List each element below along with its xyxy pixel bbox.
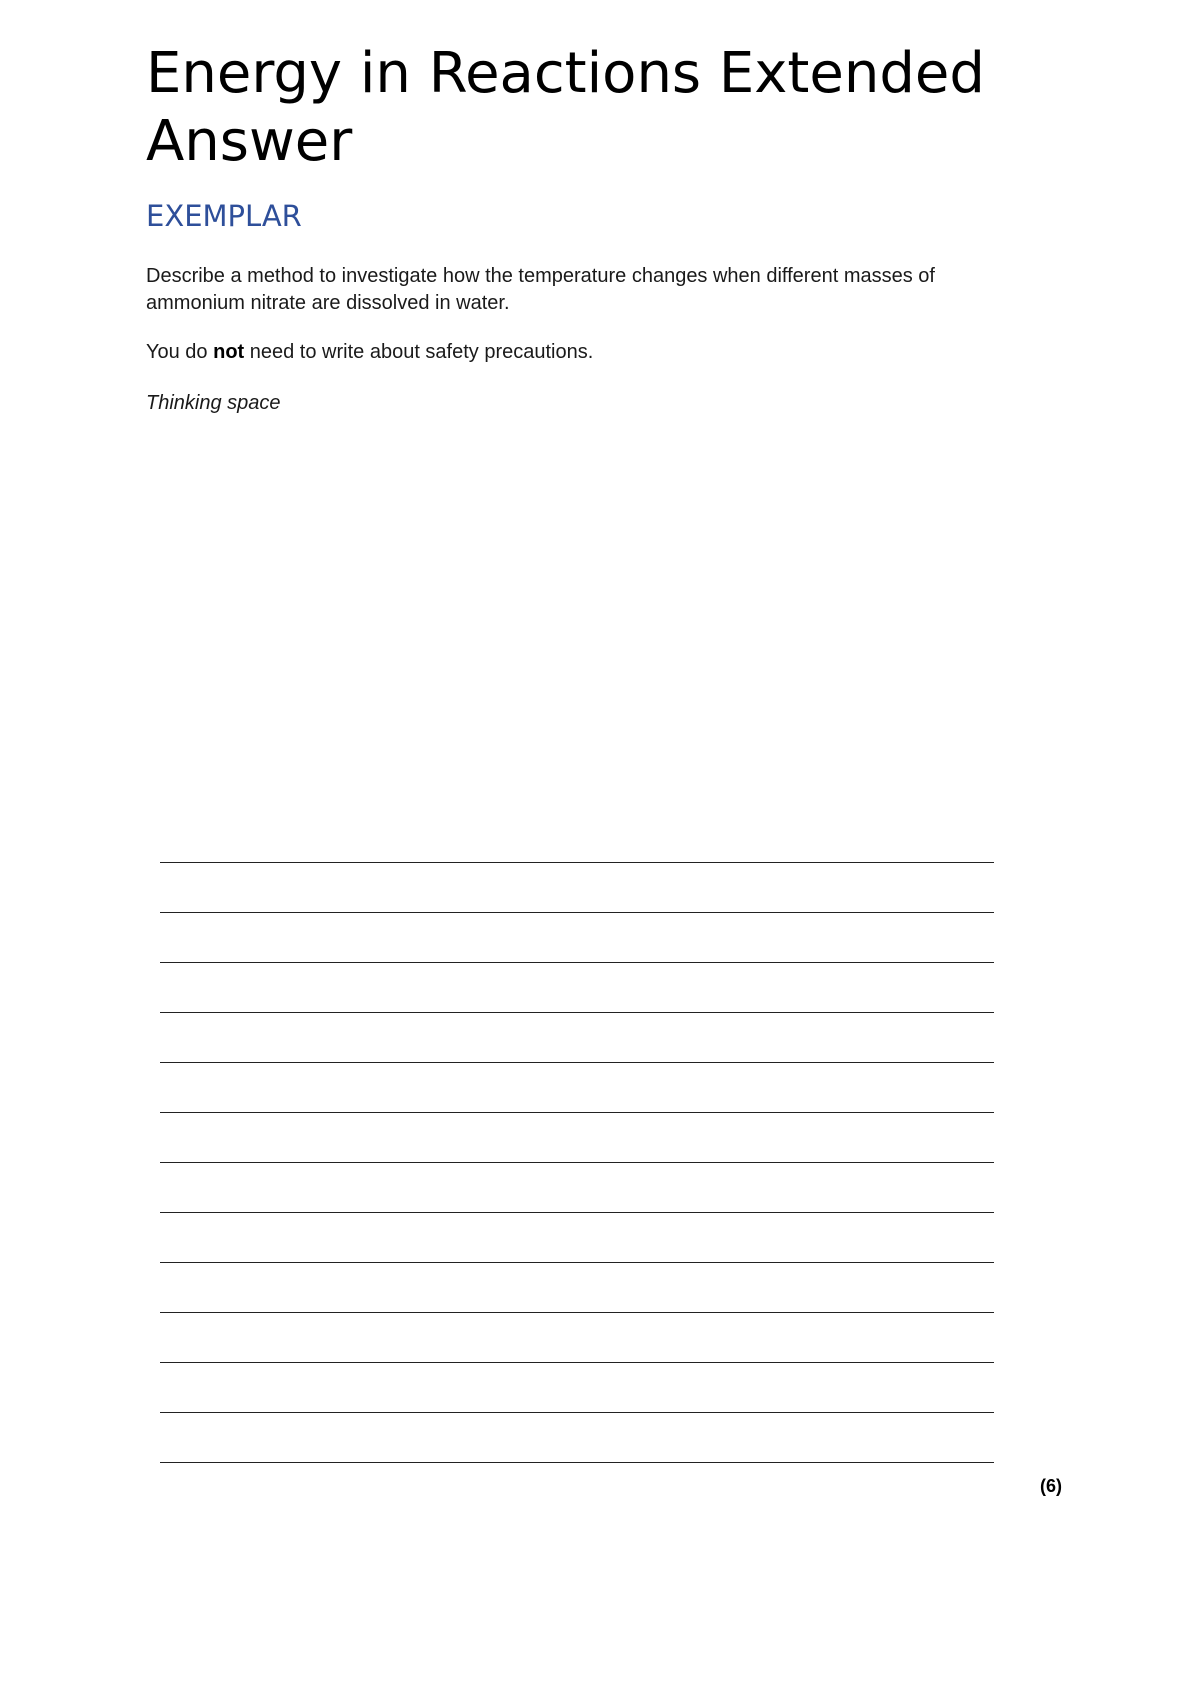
answer-line: [160, 862, 994, 863]
answer-line: [160, 962, 994, 963]
answer-line: [160, 1162, 994, 1163]
question-text: Describe a method to investigate how the temperature changes when different masses of ammonium nitrate are dissolved in water.: [146, 265, 935, 314]
answer-line: [160, 1112, 994, 1113]
instruction-emphasis: not: [213, 341, 245, 363]
instruction-after: need to write about safety precautions.: [244, 341, 594, 363]
instruction-text: [146, 339, 593, 366]
page-title: Energy in Reactions Extended Answer: [146, 41, 985, 174]
answer-line: [160, 1212, 994, 1213]
answer-line: [160, 1462, 994, 1463]
answer-lines: [160, 862, 994, 1512]
answer-line: [160, 912, 994, 913]
answer-line: [160, 1412, 994, 1413]
marks-label: (6): [1040, 1476, 1062, 1496]
answer-line: [160, 1312, 994, 1313]
thinking-space-label: Thinking space: [146, 392, 281, 414]
answer-line: [160, 1362, 994, 1363]
instruction-before: You do: [146, 341, 214, 363]
exemplar-heading: EXEMPLAR: [146, 199, 302, 233]
answer-line: [160, 1262, 994, 1263]
answer-line: [160, 1012, 994, 1013]
answer-line: [160, 1062, 994, 1063]
